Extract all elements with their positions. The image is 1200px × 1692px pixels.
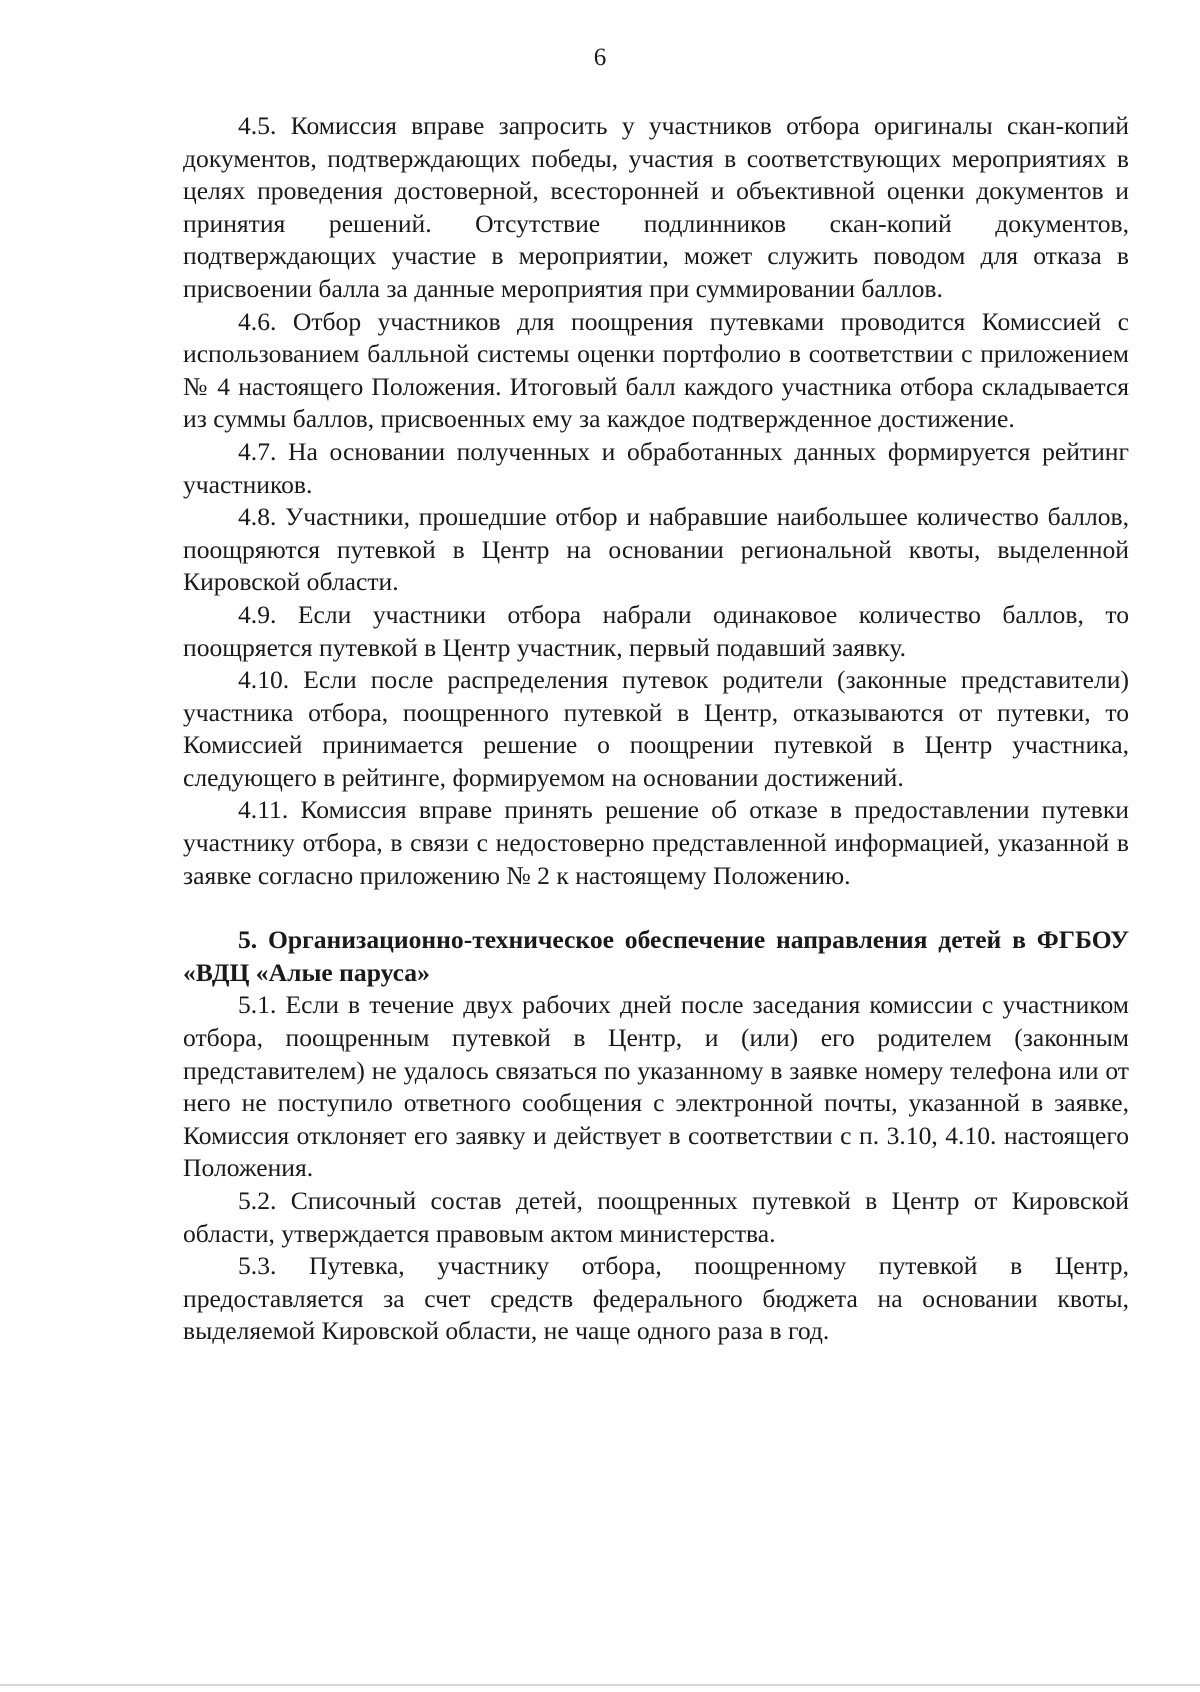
- paragraph-5-1: 5.1. Если в течение двух рабочих дней после заседания комиссии с участником отбора, поощренным путевкой в Центр, и (или) его родителем (законным представителем) не удалось связаться по указанному в заявке номеру телефона или от него не поступило ответного сообщения с электронной почты, указанной в заявке, Комиссия отклоняет его заявку и действует в соответствии с п. 3.10, 4.10. настоящего Положения.: [183, 990, 1129, 1183]
- paragraph-4-8: 4.8. Участники, прошедшие отбор и набравшие наибольшее количество баллов, поощряются путевкой в Центр на основании региональной квоты, выделенной Кировской области.: [183, 502, 1129, 597]
- page-number: 6: [593, 44, 607, 71]
- paragraph-5-2: 5.2. Списочный состав детей, поощренных путевкой в Центр от Кировской области, утверждается правовым актом министерства.: [183, 1186, 1129, 1248]
- paragraph-4-6: 4.6. Отбор участников для поощрения путевками проводится Комиссией с использованием балльной системы оценки портфолио в соответствии с приложением № 4 настоящего Положения. Итоговый балл каждого участника отбора складывается из суммы баллов, присвоенных ему за каждое подтвержденное достижение.: [183, 306, 1129, 434]
- paragraph-4-11: 4.11. Комиссия вправе принять решение об отказе в предоставлении путевки участнику отбора, в связи с недостоверно представленной информацией, указанной в заявке согласно приложению № 2 к настоящему Положению.: [183, 795, 1129, 890]
- document-body: [183, 110, 1129, 1348]
- paragraph-4-5: 4.5. Комиссия вправе запросить у участников отбора оригиналы скан-копий документов, подтверждающих победы, участия в соответствующих мероприятиях в целях проведения достоверной, всесторонней и объективной оценки документов и принятия решений. Отсутствие подлинников скан-копий документов, подтверждающих участие в мероприятии, может служить поводом для отказа в присвоении балла за данные мероприятия при суммировании баллов.: [183, 111, 1129, 303]
- paragraph-4-9: 4.9. Если участники отбора набрали одинаковое количество баллов, то поощряется путевкой в Центр участник, первый подавший заявку.: [183, 599, 1129, 662]
- paragraph-4-10: 4.10. Если после распределения путевок родители (законные представители) участника отбора, поощренного путевкой в Центр, отказываются от путевки, то Комиссией принимается решение о поощрении путевкой в Центр участника, следующего в рейтинге, формируемом на основании достижений.: [183, 665, 1129, 792]
- section-5-heading: 5. Организационно-техническое обеспечение направления детей в ФГБОУ «ВДЦ «Алые паруса»: [183, 925, 1129, 987]
- paragraph-4-7: 4.7. На основании полученных и обработанных данных формируется рейтинг участников.: [183, 436, 1129, 499]
- paragraph-5-3: 5.3. Путевка, участнику отбора, поощренному путевкой в Центр, предоставляется за счет средств федерального бюджета на основании квоты, выделяемой Кировской области, не чаще одного раза в год.: [183, 1251, 1129, 1346]
- scan-edge-line: [0, 1684, 1200, 1686]
